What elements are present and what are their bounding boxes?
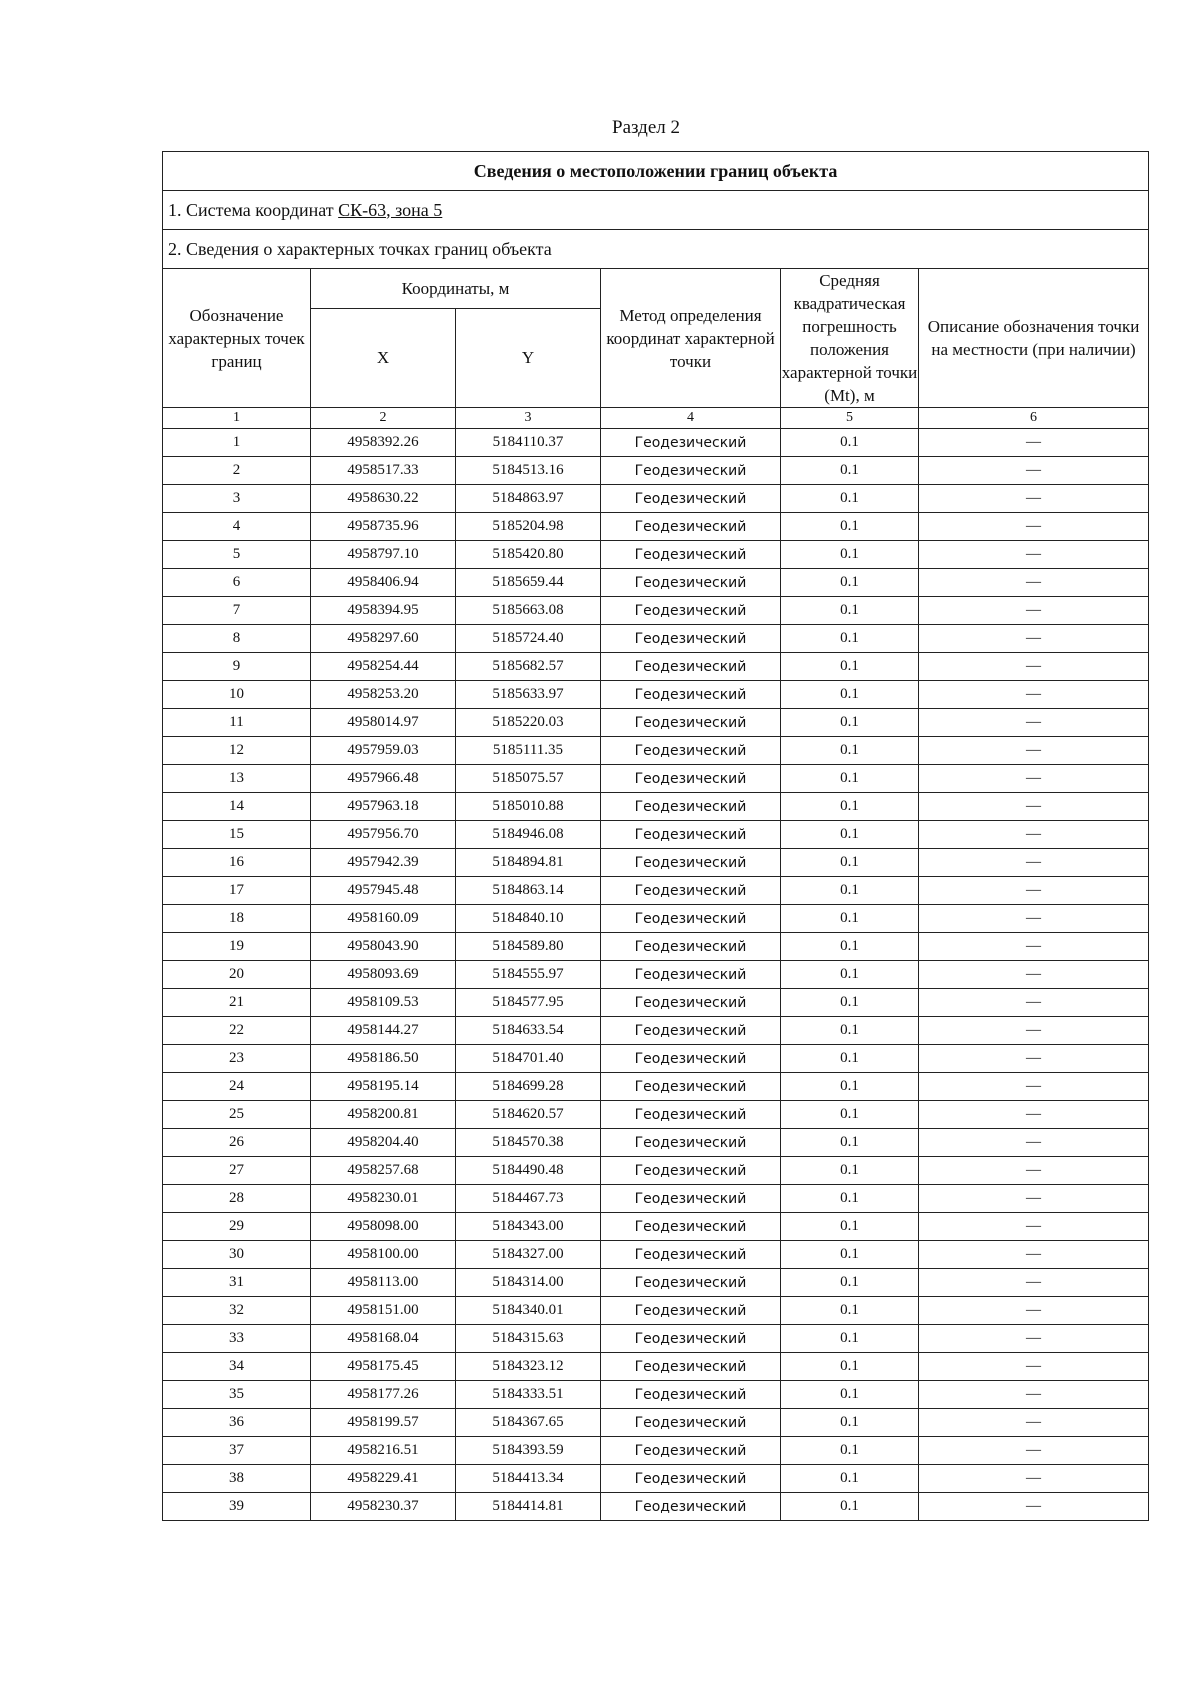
y-coordinate-cell: 5185010.88 <box>456 793 601 821</box>
accuracy-cell: 0.1 <box>781 821 919 849</box>
y-coordinate-cell: 5184577.95 <box>456 989 601 1017</box>
column-number: 5 <box>781 408 919 429</box>
accuracy-cell: 0.1 <box>781 1185 919 1213</box>
description-cell: — <box>919 1381 1149 1409</box>
point-number-cell: 2 <box>163 457 311 485</box>
y-coordinate-cell: 5184413.34 <box>456 1465 601 1493</box>
x-coordinate-cell: 4958151.00 <box>311 1297 456 1325</box>
accuracy-cell: 0.1 <box>781 457 919 485</box>
method-cell: Геодезический <box>601 765 781 793</box>
description-cell: — <box>919 1213 1149 1241</box>
method-cell: Геодезический <box>601 905 781 933</box>
table-row <box>163 709 1149 737</box>
description-cell: — <box>919 569 1149 597</box>
method-cell: Геодезический <box>601 1101 781 1129</box>
table-title-row <box>163 152 1149 191</box>
x-coordinate-cell: 4958797.10 <box>311 541 456 569</box>
table-row <box>163 681 1149 709</box>
description-cell: — <box>919 1157 1149 1185</box>
point-number-cell: 12 <box>163 737 311 765</box>
method-cell: Геодезический <box>601 989 781 1017</box>
x-coordinate-cell: 4958257.68 <box>311 1157 456 1185</box>
y-coordinate-cell: 5184513.16 <box>456 457 601 485</box>
x-coordinate-cell: 4958043.90 <box>311 933 456 961</box>
accuracy-cell: 0.1 <box>781 1241 919 1269</box>
y-coordinate-cell: 5185220.03 <box>456 709 601 737</box>
table-row <box>163 1073 1149 1101</box>
x-coordinate-cell: 4958229.41 <box>311 1465 456 1493</box>
point-number-cell: 25 <box>163 1101 311 1129</box>
point-number-cell: 37 <box>163 1437 311 1465</box>
method-cell: Геодезический <box>601 485 781 513</box>
table-row <box>163 513 1149 541</box>
point-number-cell: 27 <box>163 1157 311 1185</box>
accuracy-cell: 0.1 <box>781 1129 919 1157</box>
description-cell: — <box>919 765 1149 793</box>
description-cell: — <box>919 1185 1149 1213</box>
accuracy-cell: 0.1 <box>781 877 919 905</box>
accuracy-cell: 0.1 <box>781 1381 919 1409</box>
table-row <box>163 989 1149 1017</box>
x-coordinate-cell: 4958517.33 <box>311 457 456 485</box>
point-number-cell: 4 <box>163 513 311 541</box>
accuracy-cell: 0.1 <box>781 485 919 513</box>
table-row <box>163 1465 1149 1493</box>
y-coordinate-cell: 5184467.73 <box>456 1185 601 1213</box>
point-number-cell: 8 <box>163 625 311 653</box>
point-number-cell: 18 <box>163 905 311 933</box>
column-number: 6 <box>919 408 1149 429</box>
y-coordinate-cell: 5184333.51 <box>456 1381 601 1409</box>
table-row <box>163 1101 1149 1129</box>
header-point-designation: Обозначение характерных точек границ <box>163 269 311 408</box>
x-coordinate-cell: 4958175.45 <box>311 1353 456 1381</box>
method-cell: Геодезический <box>601 1157 781 1185</box>
accuracy-cell: 0.1 <box>781 513 919 541</box>
description-cell: — <box>919 933 1149 961</box>
method-cell: Геодезический <box>601 877 781 905</box>
table-row <box>163 429 1149 457</box>
description-cell: — <box>919 541 1149 569</box>
section-title: Раздел 2 <box>612 117 680 138</box>
description-cell: — <box>919 625 1149 653</box>
point-number-cell: 28 <box>163 1185 311 1213</box>
accuracy-cell: 0.1 <box>781 961 919 989</box>
y-coordinate-cell: 5184315.63 <box>456 1325 601 1353</box>
accuracy-cell: 0.1 <box>781 905 919 933</box>
table-row <box>163 1493 1149 1521</box>
table-row <box>163 625 1149 653</box>
y-coordinate-cell: 5184633.54 <box>456 1017 601 1045</box>
table-row <box>163 1297 1149 1325</box>
accuracy-cell: 0.1 <box>781 1157 919 1185</box>
header-accuracy: Средняя квадратическая погрешность положения характерной точки (Mt), м <box>781 269 919 408</box>
point-number-cell: 26 <box>163 1129 311 1157</box>
table-row <box>163 653 1149 681</box>
x-coordinate-cell: 4958253.20 <box>311 681 456 709</box>
table-row <box>163 597 1149 625</box>
x-coordinate-cell: 4957956.70 <box>311 821 456 849</box>
description-cell: — <box>919 849 1149 877</box>
method-cell: Геодезический <box>601 1381 781 1409</box>
x-coordinate-cell: 4958230.37 <box>311 1493 456 1521</box>
description-cell: — <box>919 1465 1149 1493</box>
y-coordinate-cell: 5184343.00 <box>456 1213 601 1241</box>
description-cell: — <box>919 1325 1149 1353</box>
accuracy-cell: 0.1 <box>781 737 919 765</box>
method-cell: Геодезический <box>601 1437 781 1465</box>
point-number-cell: 20 <box>163 961 311 989</box>
point-number-cell: 30 <box>163 1241 311 1269</box>
method-cell: Геодезический <box>601 429 781 457</box>
x-coordinate-cell: 4958204.40 <box>311 1129 456 1157</box>
x-coordinate-cell: 4958109.53 <box>311 989 456 1017</box>
description-cell: — <box>919 457 1149 485</box>
point-number-cell: 11 <box>163 709 311 737</box>
table-row <box>163 541 1149 569</box>
table-row <box>163 1129 1149 1157</box>
y-coordinate-cell: 5185204.98 <box>456 513 601 541</box>
table-row <box>163 1437 1149 1465</box>
y-coordinate-cell: 5184367.65 <box>456 1409 601 1437</box>
method-cell: Геодезический <box>601 597 781 625</box>
table-row <box>163 1325 1149 1353</box>
description-cell: — <box>919 821 1149 849</box>
accuracy-cell: 0.1 <box>781 849 919 877</box>
point-number-cell: 34 <box>163 1353 311 1381</box>
accuracy-cell: 0.1 <box>781 1073 919 1101</box>
y-coordinate-cell: 5184589.80 <box>456 933 601 961</box>
description-cell: — <box>919 905 1149 933</box>
point-number-cell: 35 <box>163 1381 311 1409</box>
method-cell: Геодезический <box>601 1017 781 1045</box>
y-coordinate-cell: 5184393.59 <box>456 1437 601 1465</box>
column-number: 3 <box>456 408 601 429</box>
x-coordinate-cell: 4958014.97 <box>311 709 456 737</box>
method-cell: Геодезический <box>601 1493 781 1521</box>
table-row <box>163 569 1149 597</box>
y-coordinate-cell: 5185633.97 <box>456 681 601 709</box>
method-cell: Геодезический <box>601 1353 781 1381</box>
method-cell: Геодезический <box>601 737 781 765</box>
description-cell: — <box>919 1493 1149 1521</box>
column-number: 4 <box>601 408 781 429</box>
accuracy-cell: 0.1 <box>781 681 919 709</box>
column-numbers-row <box>163 408 1149 429</box>
method-cell: Геодезический <box>601 1185 781 1213</box>
boundary-points-table <box>162 151 1149 1521</box>
y-coordinate-cell: 5184555.97 <box>456 961 601 989</box>
y-coordinate-cell: 5184327.00 <box>456 1241 601 1269</box>
x-coordinate-cell: 4958216.51 <box>311 1437 456 1465</box>
x-coordinate-cell: 4958630.22 <box>311 485 456 513</box>
method-cell: Геодезический <box>601 1045 781 1073</box>
accuracy-cell: 0.1 <box>781 1409 919 1437</box>
accuracy-cell: 0.1 <box>781 1325 919 1353</box>
y-coordinate-cell: 5184323.12 <box>456 1353 601 1381</box>
method-cell: Геодезический <box>601 1129 781 1157</box>
y-coordinate-cell: 5184620.57 <box>456 1101 601 1129</box>
table-row <box>163 1213 1149 1241</box>
point-number-cell: 32 <box>163 1297 311 1325</box>
method-cell: Геодезический <box>601 541 781 569</box>
description-cell: — <box>919 709 1149 737</box>
x-coordinate-cell: 4958199.57 <box>311 1409 456 1437</box>
description-cell: — <box>919 1437 1149 1465</box>
accuracy-cell: 0.1 <box>781 569 919 597</box>
method-cell: Геодезический <box>601 1269 781 1297</box>
x-coordinate-cell: 4958093.69 <box>311 961 456 989</box>
x-coordinate-cell: 4957942.39 <box>311 849 456 877</box>
accuracy-cell: 0.1 <box>781 1101 919 1129</box>
description-cell: — <box>919 1269 1149 1297</box>
x-coordinate-cell: 4958168.04 <box>311 1325 456 1353</box>
method-cell: Геодезический <box>601 457 781 485</box>
table-row <box>163 821 1149 849</box>
y-coordinate-cell: 5184340.01 <box>456 1297 601 1325</box>
y-coordinate-cell: 5185659.44 <box>456 569 601 597</box>
description-cell: — <box>919 1241 1149 1269</box>
point-number-cell: 6 <box>163 569 311 597</box>
description-cell: — <box>919 653 1149 681</box>
x-coordinate-cell: 4958254.44 <box>311 653 456 681</box>
table-row <box>163 1409 1149 1437</box>
method-cell: Геодезический <box>601 1241 781 1269</box>
y-coordinate-cell: 5184863.14 <box>456 877 601 905</box>
accuracy-cell: 0.1 <box>781 709 919 737</box>
accuracy-cell: 0.1 <box>781 1045 919 1073</box>
method-cell: Геодезический <box>601 1073 781 1101</box>
point-number-cell: 9 <box>163 653 311 681</box>
point-number-cell: 14 <box>163 793 311 821</box>
description-cell: — <box>919 793 1149 821</box>
description-cell: — <box>919 681 1149 709</box>
table-row <box>163 1381 1149 1409</box>
table-row <box>163 1157 1149 1185</box>
accuracy-cell: 0.1 <box>781 765 919 793</box>
y-coordinate-cell: 5184863.97 <box>456 485 601 513</box>
description-cell: — <box>919 1409 1149 1437</box>
method-cell: Геодезический <box>601 653 781 681</box>
point-number-cell: 16 <box>163 849 311 877</box>
y-coordinate-cell: 5185075.57 <box>456 765 601 793</box>
x-coordinate-cell: 4958098.00 <box>311 1213 456 1241</box>
y-coordinate-cell: 5185420.80 <box>456 541 601 569</box>
y-coordinate-cell: 5184699.28 <box>456 1073 601 1101</box>
accuracy-cell: 0.1 <box>781 793 919 821</box>
x-coordinate-cell: 4958230.01 <box>311 1185 456 1213</box>
method-cell: Геодезический <box>601 1297 781 1325</box>
method-cell: Геодезический <box>601 961 781 989</box>
point-number-cell: 38 <box>163 1465 311 1493</box>
accuracy-cell: 0.1 <box>781 1465 919 1493</box>
coord-system-label: 1. Система координат <box>168 199 334 220</box>
accuracy-cell: 0.1 <box>781 541 919 569</box>
point-number-cell: 29 <box>163 1213 311 1241</box>
table-row <box>163 1045 1149 1073</box>
table-row <box>163 485 1149 513</box>
y-coordinate-cell: 5184894.81 <box>456 849 601 877</box>
method-cell: Геодезический <box>601 821 781 849</box>
x-coordinate-cell: 4958113.00 <box>311 1269 456 1297</box>
point-number-cell: 10 <box>163 681 311 709</box>
accuracy-cell: 0.1 <box>781 933 919 961</box>
description-cell: — <box>919 1297 1149 1325</box>
accuracy-cell: 0.1 <box>781 1213 919 1241</box>
x-coordinate-cell: 4957945.48 <box>311 877 456 905</box>
column-number: 2 <box>311 408 456 429</box>
table-row <box>163 1269 1149 1297</box>
table-row <box>163 905 1149 933</box>
x-coordinate-cell: 4958392.26 <box>311 429 456 457</box>
table-row <box>163 961 1149 989</box>
point-number-cell: 24 <box>163 1073 311 1101</box>
point-number-cell: 1 <box>163 429 311 457</box>
point-number-cell: 39 <box>163 1493 311 1521</box>
point-number-cell: 3 <box>163 485 311 513</box>
description-cell: — <box>919 597 1149 625</box>
x-coordinate-cell: 4958186.50 <box>311 1045 456 1073</box>
description-cell: — <box>919 1073 1149 1101</box>
header-description: Описание обозначения точки на местности (при наличии) <box>919 269 1149 408</box>
coord-system-cell <box>163 191 1149 230</box>
accuracy-cell: 0.1 <box>781 429 919 457</box>
point-number-cell: 21 <box>163 989 311 1017</box>
points-heading-row <box>163 230 1149 269</box>
point-number-cell: 33 <box>163 1325 311 1353</box>
method-cell: Геодезический <box>601 513 781 541</box>
description-cell: — <box>919 1129 1149 1157</box>
x-coordinate-cell: 4958160.09 <box>311 905 456 933</box>
x-coordinate-cell: 4957966.48 <box>311 765 456 793</box>
method-cell: Геодезический <box>601 1409 781 1437</box>
x-coordinate-cell: 4958195.14 <box>311 1073 456 1101</box>
accuracy-cell: 0.1 <box>781 625 919 653</box>
header-coordinates: Координаты, м <box>311 269 601 309</box>
accuracy-cell: 0.1 <box>781 1353 919 1381</box>
x-coordinate-cell: 4957963.18 <box>311 793 456 821</box>
description-cell: — <box>919 989 1149 1017</box>
table-row <box>163 1241 1149 1269</box>
y-coordinate-cell: 5184414.81 <box>456 1493 601 1521</box>
method-cell: Геодезический <box>601 1325 781 1353</box>
accuracy-cell: 0.1 <box>781 1269 919 1297</box>
table-row <box>163 793 1149 821</box>
point-number-cell: 15 <box>163 821 311 849</box>
method-cell: Геодезический <box>601 1213 781 1241</box>
y-coordinate-cell: 5185724.40 <box>456 625 601 653</box>
coord-system-value: СК-63, зона 5 <box>338 199 443 220</box>
column-number: 1 <box>163 408 311 429</box>
header-method: Метод определения координат характерной точки <box>601 269 781 408</box>
method-cell: Геодезический <box>601 709 781 737</box>
table-row <box>163 933 1149 961</box>
table-row <box>163 1353 1149 1381</box>
x-coordinate-cell: 4958735.96 <box>311 513 456 541</box>
point-number-cell: 31 <box>163 1269 311 1297</box>
x-coordinate-cell: 4958100.00 <box>311 1241 456 1269</box>
point-number-cell: 22 <box>163 1017 311 1045</box>
accuracy-cell: 0.1 <box>781 989 919 1017</box>
accuracy-cell: 0.1 <box>781 653 919 681</box>
header-y: Y <box>456 308 601 407</box>
x-coordinate-cell: 4958406.94 <box>311 569 456 597</box>
method-cell: Геодезический <box>601 793 781 821</box>
point-number-cell: 17 <box>163 877 311 905</box>
x-coordinate-cell: 4957959.03 <box>311 737 456 765</box>
description-cell: — <box>919 429 1149 457</box>
point-number-cell: 5 <box>163 541 311 569</box>
accuracy-cell: 0.1 <box>781 597 919 625</box>
description-cell: — <box>919 513 1149 541</box>
method-cell: Геодезический <box>601 933 781 961</box>
point-number-cell: 36 <box>163 1409 311 1437</box>
table-row <box>163 1185 1149 1213</box>
accuracy-cell: 0.1 <box>781 1017 919 1045</box>
y-coordinate-cell: 5184946.08 <box>456 821 601 849</box>
y-coordinate-cell: 5184570.38 <box>456 1129 601 1157</box>
accuracy-cell: 0.1 <box>781 1493 919 1521</box>
accuracy-cell: 0.1 <box>781 1297 919 1325</box>
x-coordinate-cell: 4958177.26 <box>311 1381 456 1409</box>
y-coordinate-cell: 5184314.00 <box>456 1269 601 1297</box>
y-coordinate-cell: 5184490.48 <box>456 1157 601 1185</box>
table-row <box>163 849 1149 877</box>
point-number-cell: 13 <box>163 765 311 793</box>
x-coordinate-cell: 4958394.95 <box>311 597 456 625</box>
description-cell: — <box>919 1017 1149 1045</box>
point-number-cell: 23 <box>163 1045 311 1073</box>
accuracy-cell: 0.1 <box>781 1437 919 1465</box>
method-cell: Геодезический <box>601 1465 781 1493</box>
y-coordinate-cell: 5185111.35 <box>456 737 601 765</box>
point-number-cell: 7 <box>163 597 311 625</box>
description-cell: — <box>919 737 1149 765</box>
x-coordinate-cell: 4958144.27 <box>311 1017 456 1045</box>
description-cell: — <box>919 961 1149 989</box>
description-cell: — <box>919 1101 1149 1129</box>
header-row-top <box>163 269 1149 309</box>
x-coordinate-cell: 4958297.60 <box>311 625 456 653</box>
table-row <box>163 1017 1149 1045</box>
point-number-cell: 19 <box>163 933 311 961</box>
description-cell: — <box>919 1353 1149 1381</box>
method-cell: Геодезический <box>601 625 781 653</box>
table-title: Сведения о местоположении границ объекта <box>163 152 1149 191</box>
points-heading: 2. Сведения о характерных точках границ объекта <box>163 230 1149 269</box>
x-coordinate-cell: 4958200.81 <box>311 1101 456 1129</box>
description-cell: — <box>919 485 1149 513</box>
description-cell: — <box>919 1045 1149 1073</box>
header-x: X <box>311 308 456 407</box>
table-row <box>163 877 1149 905</box>
method-cell: Геодезический <box>601 681 781 709</box>
y-coordinate-cell: 5184840.10 <box>456 905 601 933</box>
method-cell: Геодезический <box>601 569 781 597</box>
description-cell: — <box>919 877 1149 905</box>
y-coordinate-cell: 5185663.08 <box>456 597 601 625</box>
y-coordinate-cell: 5184701.40 <box>456 1045 601 1073</box>
table-row <box>163 457 1149 485</box>
y-coordinate-cell: 5185682.57 <box>456 653 601 681</box>
method-cell: Геодезический <box>601 849 781 877</box>
table-row <box>163 737 1149 765</box>
table-row <box>163 765 1149 793</box>
y-coordinate-cell: 5184110.37 <box>456 429 601 457</box>
coord-system-row <box>163 191 1149 230</box>
